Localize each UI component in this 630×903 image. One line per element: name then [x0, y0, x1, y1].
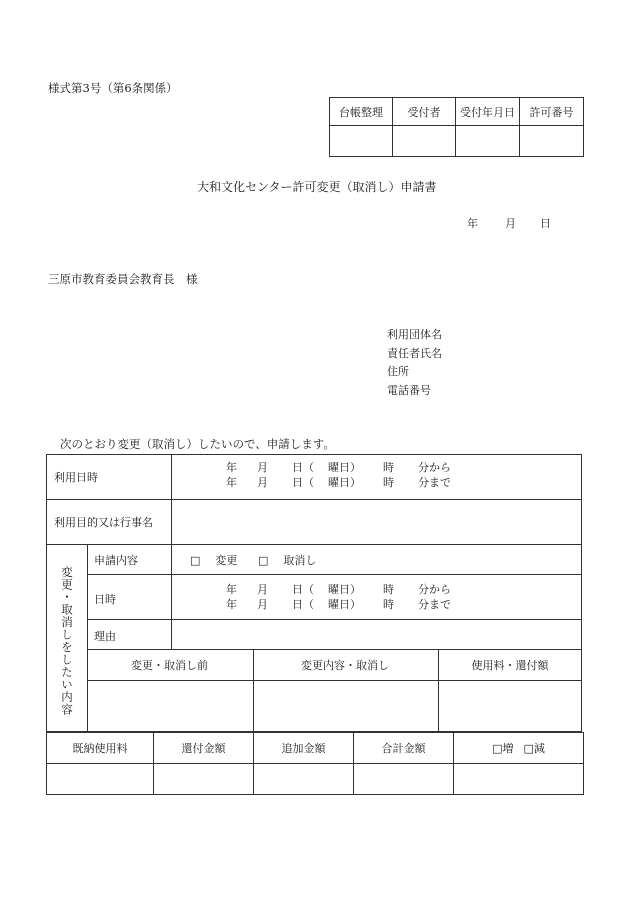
office-use-table: [329, 97, 584, 157]
total-cell[interactable]: [354, 764, 454, 795]
increase-decrease-header: [454, 733, 584, 764]
after-label: 変更内容・取消し: [301, 659, 389, 672]
paid-fee-cell[interactable]: [47, 764, 154, 795]
applicant-org-label: 利用団体名: [387, 328, 442, 341]
before-value[interactable]: [88, 680, 252, 731]
change-datetime-from: 年 月 日（ 曜日） 時 分から: [226, 583, 451, 596]
request-content-label: 申請内容: [94, 554, 138, 567]
form-number: 様式第3号（第6条関係）: [48, 81, 178, 95]
fee-label: 使用料・還付額: [471, 659, 549, 672]
ledger-cell[interactable]: [330, 126, 393, 157]
date-day: 日: [540, 217, 551, 230]
addressee: 三原市教育委員会教育長 様: [48, 272, 198, 286]
permit-number-header: 許可番号: [520, 98, 584, 126]
applicant-address-label: 住所: [387, 365, 409, 378]
receipt-date-cell[interactable]: [456, 126, 520, 157]
usage-datetime-from: 年 月 日（ 曜日） 時 分から: [226, 461, 451, 474]
change-section-label: 変更・取消しをしたい内容: [60, 566, 74, 716]
refund-header: 還付金額: [154, 733, 254, 764]
receipt-date-header: 受付年月日: [456, 98, 520, 126]
fee-summary-table: [46, 732, 584, 795]
ledger-header: 台帳整理: [330, 98, 393, 126]
option-change[interactable]: [190, 552, 237, 568]
date-year: 年: [467, 217, 478, 230]
checkbox-change[interactable]: □: [190, 554, 201, 567]
additional-cell[interactable]: [254, 764, 354, 795]
total-header: 合計金額: [354, 733, 454, 764]
paid-fee-header: 既納使用料: [47, 733, 154, 764]
usage-datetime-to: 年 月 日（ 曜日） 時 分まで: [226, 476, 451, 489]
additional-header: 追加金額: [254, 733, 354, 764]
before-label: 変更・取消し前: [131, 659, 208, 672]
usage-datetime-label: 利用日時: [54, 471, 98, 484]
fee-value[interactable]: [439, 680, 581, 731]
option-cancel-label: 取消し: [283, 554, 317, 567]
receiver-header: 受付者: [393, 98, 456, 126]
increase-decrease-cell[interactable]: [454, 764, 584, 795]
after-value[interactable]: [254, 680, 437, 731]
datetime-label: 日時: [94, 593, 116, 606]
decrease-checkbox[interactable]: □減: [523, 742, 545, 755]
document-title: 大和文化センター許可変更（取消し）申請書: [197, 180, 437, 194]
permit-number-cell[interactable]: [520, 126, 584, 157]
receiver-cell[interactable]: [393, 126, 456, 157]
purpose-label: 利用目的又は行事名: [54, 516, 153, 529]
refund-cell[interactable]: [154, 764, 254, 795]
purpose-value[interactable]: [171, 500, 581, 543]
reason-value[interactable]: [171, 620, 581, 648]
increase-checkbox[interactable]: □増: [492, 742, 514, 755]
checkbox-cancel[interactable]: □: [258, 554, 269, 567]
option-change-label: 変更: [215, 554, 238, 567]
option-cancel[interactable]: [258, 552, 316, 568]
change-datetime-to: 年 月 日（ 曜日） 時 分まで: [226, 598, 451, 611]
intro-text: 次のとおり変更（取消し）したいので、申請します。: [60, 437, 335, 451]
applicant-phone-label: 電話番号: [387, 384, 431, 397]
date-month: 月: [505, 217, 516, 230]
reason-label: 理由: [94, 630, 116, 643]
applicant-name-label: 責任者氏名: [387, 347, 442, 360]
